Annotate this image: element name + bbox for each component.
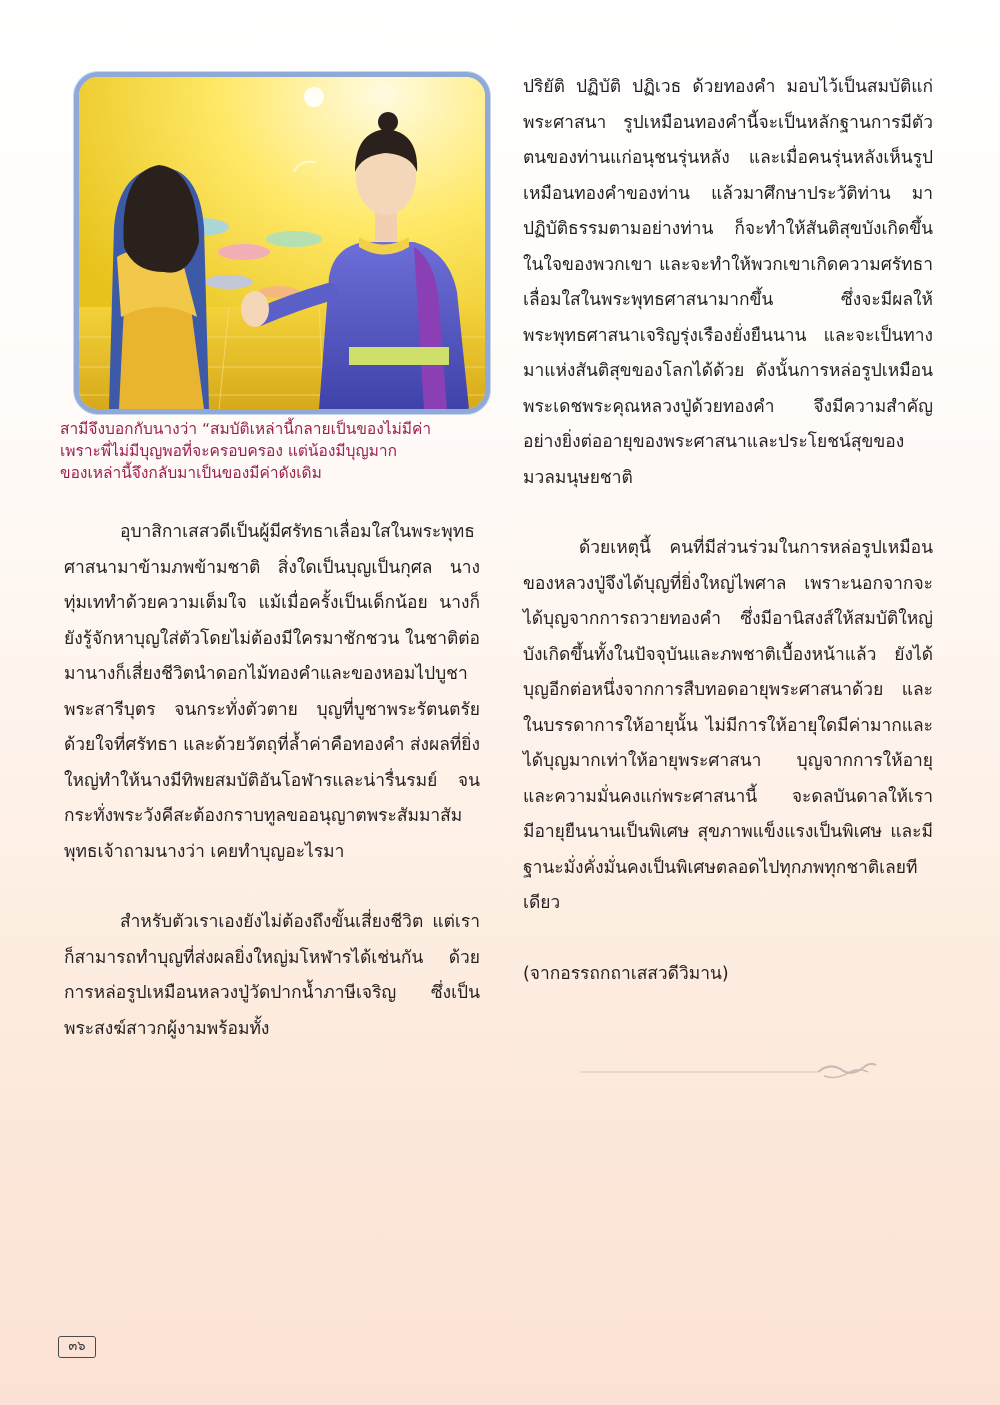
ornament-swirl-icon [580,1058,880,1082]
story-illustration [74,72,490,414]
illustration-art [79,77,485,409]
caption-line: สามีจึงบอกกับนางว่า “สมบัติเหล่านี้กลายเป็นของไม่มีค่า [60,420,432,438]
body-paragraph: ด้วยเหตุนี้ คนที่มีส่วนร่วมในการหล่อรูปเหมือนของหลวงปู่จึงได้บุญที่ยิ่งใหญ่ไพศาล เพราะนอกจากจะได้บุญจากการถวายทองคำ ซึ่งมีอานิสงส์ให้สมบัติใหญ่บังเกิดขึ้นทั้งในปัจจุบันและภพชาติเบื้องหน้าแล้ว ยังได้บุญอีกต่อหนึ่งจากการสืบทอดอายุพระศาสนาด้วย และในบรรดาการให้อายุนั้น ไม่มีการให้อายุใดมีค่ามากและได้บุญมากเท่าให้อายุพระศาสนา บุญจากการให้อายุและความมั่นคงแก่พระศาสนานี้ จะดลบันดาลให้เรามีอายุยืนนานเป็นพิเศษ สุขภาพแข็งแรงเป็นพิเศษ และมีฐานะมั่งคั่งมั่นคงเป็นพิเศษตลอดไปทุกภพทุกชาติเลยทีเดียว [523,538,933,913]
caption-line: เพราะพี่ไม่มีบุญพอที่จะครอบครอง แต่น้องมีบุญมาก [60,442,397,460]
source-citation: (จากอรรถกถาเสสวดีวิมาน) [523,963,729,984]
body-paragraph: ปริยัติ ปฏิบัติ ปฏิเวธ ด้วยทองคำ มอบไว้เป็นสมบัติแก่พระศาสนา รูปเหมือนทองคำนี้จะเป็นหลักฐานการมีตัวตนของท่านแก่อนุชนรุ่นหลัง และเมื่อคนรุ่นหลังเห็นรูปเหมือนทองคำของท่าน แล้วมาศึกษาประวัติท่าน มาปฏิบัติธรรมตามอย่างท่าน ก็จะทำให้สันติสุขบังเกิดขึ้นในใจของพวกเขา และจะทำให้พวกเขาเกิดความศรัทธาเลื่อมใสในพระพุทธศาสนามากขึ้น ซึ่งจะมีผลให้พระพุทธศาสนาเจริญรุ่งเรืองยั่งยืนนาน และจะเป็นทางมาแห่งสันติสุขของโลกได้ด้วย ดังนั้นการหล่อรูปเหมือนพระเดชพระคุณหลวงปู่ด้วยทองคำ จึงมีความสำคัญอย่างยิ่งต่ออายุของพระศาสนาและประโยชน์สุขของมวลมนุษยชาติ [523,77,933,488]
left-column [64,515,480,1047]
body-paragraph: สำหรับตัวเราเองยังไม่ต้องถึงขั้นเสี่ยงชีวิต แต่เราก็สามารถทำบุญที่ส่งผลยิ่งใหญ่มโหฬารได้เช่นกัน ด้วยการหล่อรูปเหมือนหลวงปู่วัดปากน้ำภาษีเจริญ ซึ่งเป็นพระสงฆ์สาวกผู้งามพร้อมทั้ง [64,912,480,1039]
page-number: ๓๖ [58,1336,96,1358]
right-column [523,70,933,992]
body-paragraph: อุบาสิกาเสสวดีเป็นผู้มีศรัทธาเลื่อมใสในพระพุทธศาสนามาข้ามภพข้ามชาติ สิ่งใดเป็นบุญเป็นกุศล นางทุ่มเททำด้วยความเต็มใจ แม้เมื่อครั้งเป็นเด็กน้อย นางก็ยังรู้จักหาบุญใส่ตัวโดยไม่ต้องมีใครมาชักชวน ในชาติต่อมานางก็เสี่ยงชีวิตนำดอกไม้ทองคำและของหอมไปบูชาพระสารีบุตร จนกระทั่งตัวตาย บุญที่บูชาพระรัตนตรัยด้วยใจที่ศรัทธา และด้วยวัตถุที่ล้ำค่าคือทองคำ ส่งผลที่ยิ่งใหญ่ทำให้นางมีทิพยสมบัติอันโอฬารและน่ารื่นรมย์ จนกระทั่งพระวังคีสะต้องกราบทูลขออนุญาตพระสัมมาสัมพุทธเจ้าถามนางว่า เคยทำบุญอะไรมา [64,522,480,862]
caption-line: ของเหล่านี้จึงกลับมาเป็นของมีค่าดังเดิม [60,464,322,482]
illustration-caption [60,418,490,484]
